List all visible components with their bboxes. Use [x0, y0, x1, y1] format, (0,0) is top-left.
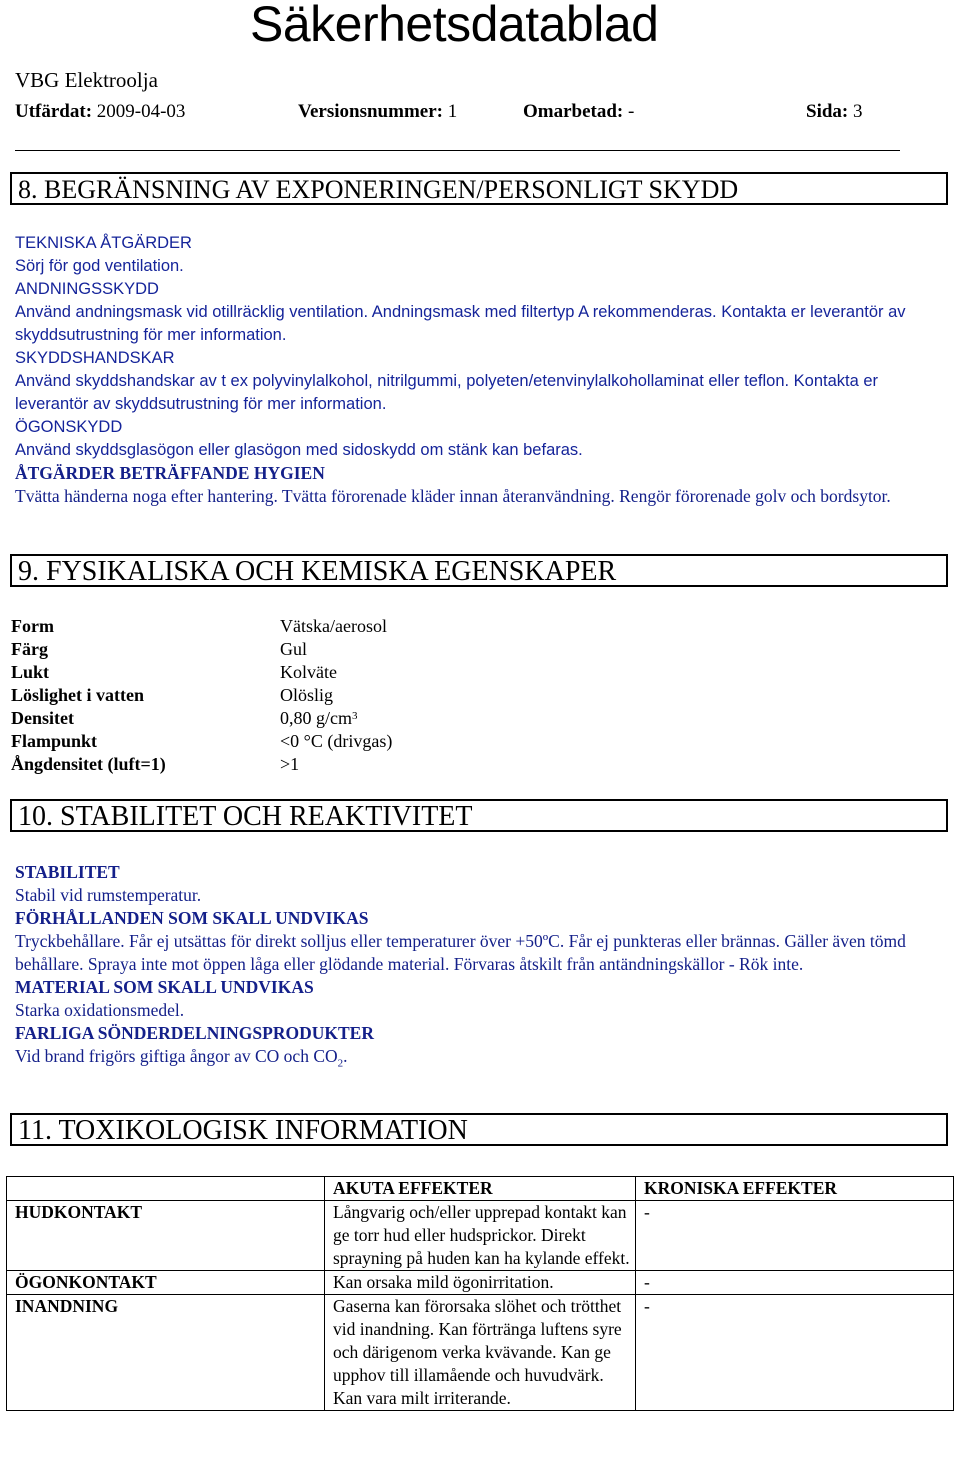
acute-cell: Gaserna kan förorsaka slöhet och trötthet vid inandning. Kan förtränga luftens syre och därigenom verka kvävande. Kan ge upphov till illamående och huvudvärk. Kan vara milt irriterande. — [325, 1295, 636, 1411]
property-key: Flampunkt — [11, 731, 98, 751]
page-value: 3 — [853, 101, 863, 122]
block-text: Använd skyddsglasögon eller glasögon med sidoskydd om stänk kan befaras. — [15, 441, 583, 459]
table-row — [7, 1201, 954, 1271]
property-value: Vätska/aerosol — [280, 616, 387, 636]
section-8-body — [15, 232, 945, 462]
property-key: Densitet — [11, 708, 74, 728]
block-text: Starka oxidationsmedel. — [15, 1000, 185, 1020]
version-number — [298, 101, 457, 123]
properties-list — [11, 615, 392, 776]
issued-value: 2009-04-03 — [96, 101, 186, 122]
property-value: Gul — [280, 639, 307, 659]
section-10-heading: 10. STABILITET OCH REAKTIVITET — [10, 799, 948, 832]
block-text-tail: . — [343, 1046, 348, 1066]
property-value: Olöslig — [280, 685, 334, 705]
company-name: VBG Elektroolja — [15, 68, 158, 92]
table-row — [7, 1295, 954, 1411]
block-text: Använd skyddshandskar av t ex polyvinylalkohol, nitrilgummi, polyeten/etenvinylalkohollaminat eller teflon. Kontakta er leverantör av skyddsutrustning för mer information. — [15, 372, 879, 413]
section-10-body — [15, 861, 950, 1076]
property-value: >1 — [280, 754, 300, 774]
toxicology-table — [6, 1176, 954, 1411]
block-title: SKYDDSHANDSKAR — [15, 349, 175, 367]
issued-label: Utfärdat: — [15, 101, 93, 122]
table-header-row — [7, 1177, 954, 1201]
block-title: TEKNISKA ÅTGÄRDER — [15, 234, 192, 252]
block-text: Vid brand frigörs giftiga ångor av CO och CO — [15, 1046, 338, 1066]
header-chronic: KRONISKA EFFEKTER — [636, 1177, 954, 1201]
block-title: ÅTGÄRDER BETRÄFFANDE HYGIEN — [15, 463, 325, 483]
property-row — [11, 730, 392, 753]
property-key: Form — [11, 616, 54, 636]
revised — [523, 101, 634, 123]
revised-label: Omarbetad: — [523, 101, 624, 122]
property-row — [11, 753, 392, 776]
acute-cell: Kan orsaka mild ögonirritation. — [325, 1271, 636, 1295]
page-number — [806, 101, 863, 123]
header-acute: AKUTA EFFEKTER — [325, 1177, 636, 1201]
block-text: Tryckbehållare. Får ej utsättas för direkt solljus eller temperaturer över +50ºC. Får ej punkteras eller brännas. Gäller även tömd behållare. Spraya inte mot öppen låga eller glödande material. Förvaras åtskilt från antändningskällor - Rök inte. — [15, 931, 906, 974]
block-title: ÖGONSKYDD — [15, 418, 123, 436]
route-cell: INANDNING — [7, 1295, 325, 1411]
revised-value: - — [628, 101, 635, 122]
hygiene-block — [15, 462, 950, 508]
property-row — [11, 638, 392, 661]
block-title: STABILITET — [15, 862, 120, 882]
block-title: FARLIGA SÖNDERDELNINGSPRODUKTER — [15, 1023, 374, 1043]
superscript: 3 — [352, 710, 358, 722]
property-row — [11, 661, 392, 684]
block-text: Tvätta händerna noga efter hantering. Tvätta förorenade kläder innan återanvändning. Rengör förorenade golv och bordsytor. — [15, 486, 891, 506]
property-value: Kolväte — [280, 662, 337, 682]
property-key: Färg — [11, 639, 48, 659]
version-value: 1 — [447, 101, 458, 122]
property-value: <0 °C (drivgas) — [280, 731, 393, 751]
subscript: 2 — [337, 1057, 344, 1070]
chronic-cell: - — [636, 1271, 954, 1295]
chronic-cell: - — [636, 1295, 954, 1411]
block-text: Använd andningsmask vid otillräcklig ventilation. Andningsmask med filtertyp A rekommenderas. Kontakta er leverantör av skyddsutrustning för mer information. — [15, 303, 906, 344]
route-cell: HUDKONTAKT — [7, 1201, 325, 1271]
block-text-with-sub — [15, 1045, 950, 1076]
property-key: Löslighet i vatten — [11, 685, 144, 705]
property-row — [11, 615, 392, 638]
document-title: Säkerhetsdatablad — [250, 0, 659, 52]
block-text: Stabil vid rumstemperatur. — [15, 885, 202, 905]
block-title: ANDNINGSSKYDD — [15, 280, 159, 298]
page-label: Sida: — [806, 101, 849, 122]
header-divider — [15, 150, 900, 151]
acute-cell: Långvarig och/eller upprepad kontakt kan ge torr hud eller hudsprickor. Direkt sprayning på huden kan ha kylande effekt. — [325, 1201, 636, 1271]
table-row — [7, 1271, 954, 1295]
issued-date — [15, 101, 185, 123]
property-row — [11, 684, 392, 707]
block-title: FÖRHÅLLANDEN SOM SKALL UNDVIKAS — [15, 908, 369, 928]
property-key: Lukt — [11, 662, 50, 682]
chronic-cell: - — [636, 1201, 954, 1271]
block-title: MATERIAL SOM SKALL UNDVIKAS — [15, 977, 314, 997]
property-key: Ångdensitet (luft=1) — [11, 754, 166, 774]
section-8-heading: 8. BEGRÄNSNING AV EXPONERINGEN/PERSONLIGT SKYDD — [10, 172, 948, 205]
section-9-heading: 9. FYSIKALISKA OCH KEMISKA EGENSKAPER — [10, 554, 948, 587]
route-cell: ÖGONKONTAKT — [7, 1271, 325, 1295]
version-label: Versionsnummer: — [298, 101, 443, 122]
property-row — [11, 707, 392, 730]
property-value: 0,80 g/cm — [280, 708, 352, 728]
block-text: Sörj för god ventilation. — [15, 257, 184, 275]
header-cell-empty — [7, 1177, 325, 1201]
section-11-heading: 11. TOXIKOLOGISK INFORMATION — [10, 1113, 948, 1146]
